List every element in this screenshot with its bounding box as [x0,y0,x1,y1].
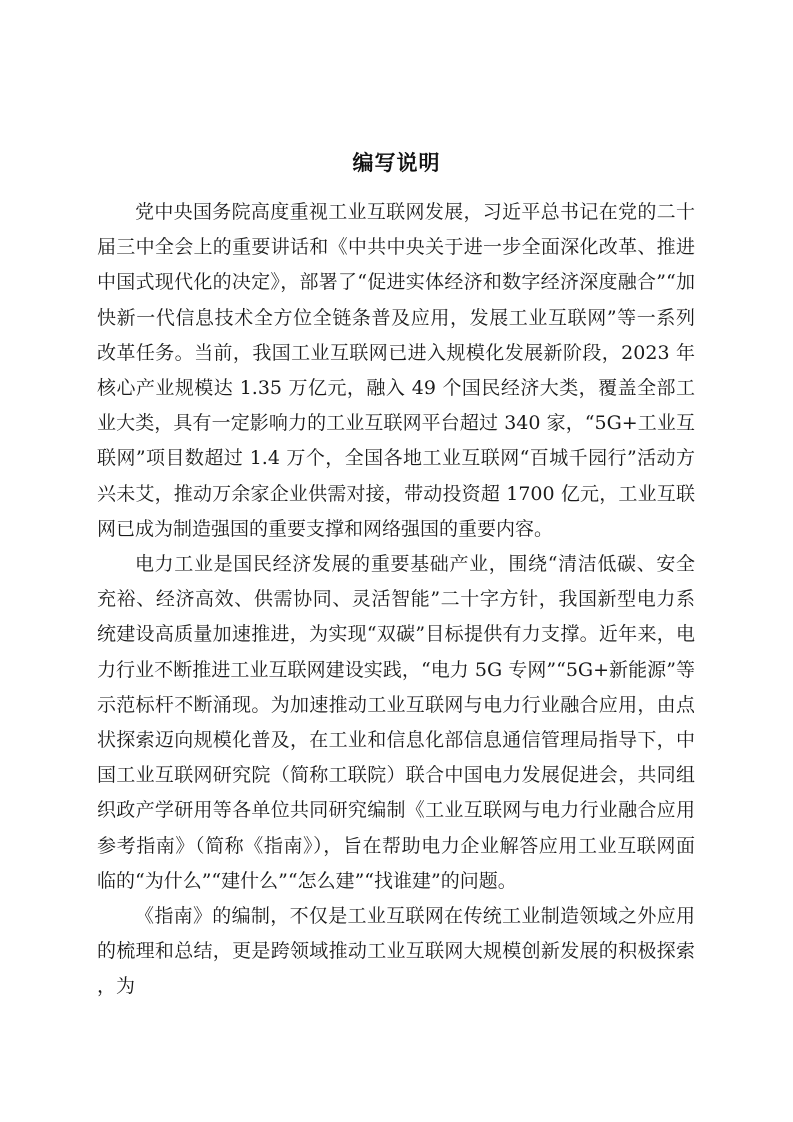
paragraph-industrial-internet-overview: 党中央国务院高度重视工业互联网发展，习近平总书记在党的二十届三中全会上的重要讲话和《中共中央关于进一步全面深化改革、推进中国式现代化的决定》，部署了“促进实体经济和数字经济深度融合”“加快新一代信息技术全方位全链条普及应用，发展工业互联网”等一系列改革任务。当前，我国工业互联网已进入规模化发展新阶段，2023 年核心产业规模达 1.35 万亿元，融入 49 个国民经济大类，覆盖全部工业大类，具有一定影响力的工业互联网平台超过 340 家，“5G+工业互联网”项目数超过 1.4 万个，全国各地工业互联网“百城千园行”活动方兴未艾，推动万余家企业供需对接，带动投资超 1700 亿元，工业互联网已成为制造强国的重要支撑和网络强国的重要内容。 [97,201,695,540]
page-title: 编写说明 [352,151,441,175]
document-body [97,195,695,1005]
paragraph-power-industry: 电力工业是国民经济发展的重要基础产业，围绕“清洁低碳、安全充裕、经济高效、供需协同、灵活智能”二十字方针，我国新型电力系统建设高质量加速推进，为实现“双碳”目标提供有力支撑。近年来，电力行业不断推进工业互联网建设实践，“电力 5G 专网”“5G+新能源”等示范标杆不断涌现。为加速推动工业互联网与电力行业融合应用，由点状探索迈向规模化普及，在工业和信息化部信息通信管理局指导下，中国工业互联网研究院（简称工联院）联合中国电力发展促进会，共同组织政产学研用等各单位共同研究编制《工业互联网与电力行业融合应用参考指南》（简称《指南》），旨在帮助电力企业解答应用工业互联网面临的“为什么”“建什么”“怎么建”“找谁建”的问题。 [97,553,695,892]
paragraph-guide-significance: 《指南》的编制，不仅是工业互联网在传统工业制造领域之外应用的梳理和总结，更是跨领域推动工业互联网大规模创新发展的积极探索，为 [97,905,695,998]
